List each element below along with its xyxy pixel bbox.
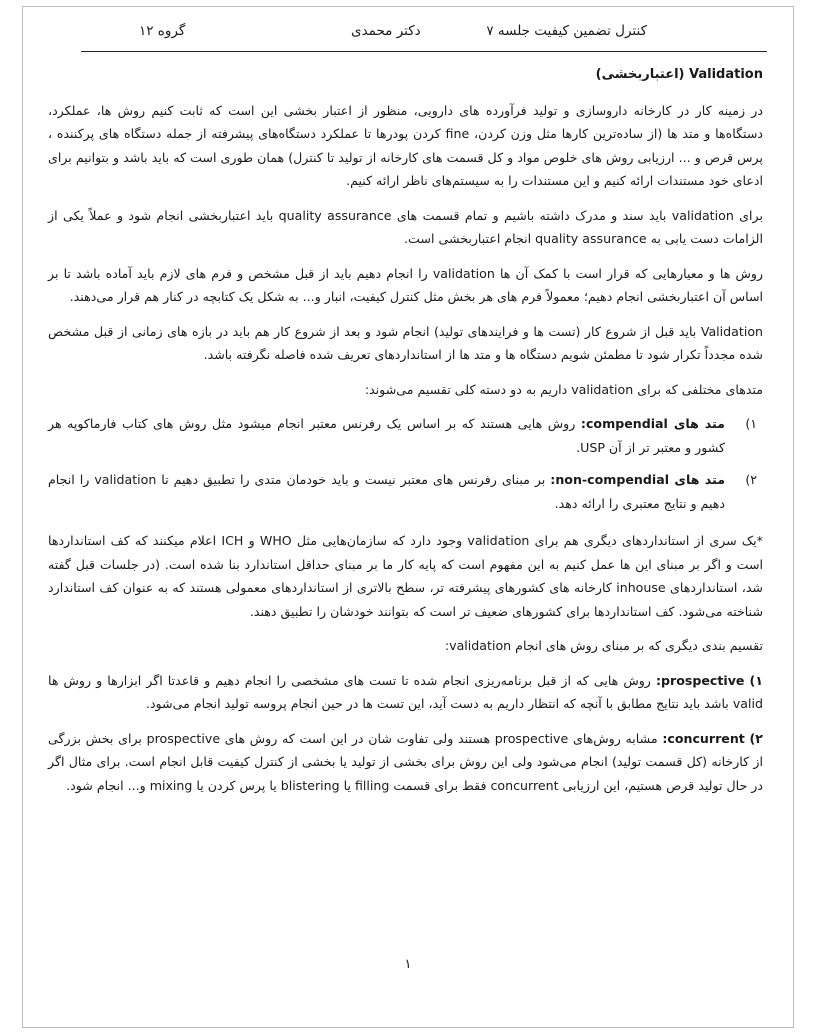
list-item [48, 468, 763, 515]
list-term: prospective: [655, 672, 745, 688]
list-number: ۱) [749, 672, 763, 688]
section-title [48, 63, 763, 87]
list-item [48, 727, 763, 798]
page-header [81, 7, 767, 52]
page-number: ۱ [404, 957, 412, 972]
title-fa: (اعتباربخشی) [595, 67, 685, 82]
document-body [48, 63, 763, 808]
paragraph-method-categories: متدهای مختلفی که برای validation داریم به دو دسته کلی تقسیم می‌شوند: [364, 381, 763, 397]
list-number: ۲) [745, 472, 757, 487]
list-term: متد های non-compendial: [550, 472, 725, 487]
list-item [48, 412, 763, 459]
header-course-session: کنترل تضمین کیفیت جلسه ۷ [486, 23, 647, 39]
list-term: متد های compendial: [580, 416, 725, 431]
paragraph-standards-note: *یک سری از استانداردهای دیگری هم برای validation وجود دارد که سازمان‌هایی مثل WHO و ICH اعلام میکنند که کف استانداردها است و اگر بر مبنای این ها عمل کنیم به این مفهوم است که پایه کار ما بر مبنای حداقل استاندارد بنا شده است. (در جلسات قبل گفته شد، استانداردهای inhouse کارخانه های کشورهای پیشرفته تر، سطح بالاتری از استانداردهای معمولی هستند که به عنوان کف استاندارد شناخته می‌شود. کف استانداردها برای کشورهای ضعیف تر است که بتوانند خودشان را تطبیق دهند. [48, 533, 763, 619]
list-text: مشابه روش‌های prospective هستند ولی تفاوت شان در این است که روش های prospective برای بخش بزرگی از کارخانه (کل قسمت تولید) انجام می‌شود ولی این روش برای بخشی از تولید یا بخشی از کنترل کیفیت قابل انجام است. برای مثال اگر در حال تولید قرص هستیم، این ارزیابی concurrent فقط برای قسمت filling یا blistering یا پرس کردن یا mixing و... انجام شود. [48, 730, 763, 793]
title-en: Validation [689, 67, 763, 82]
list-number: ۲) [749, 730, 763, 746]
list-text: روش هایی که از قبل برنامه‌ریزی انجام شده تا تست های مشخصی را انجام دهیم و قاعدتا اگر ابزارها و روش ها valid باشد باید نتایج مطابق با آنچه که انتظار داریم به دست آید، این تست ها در حین انجام پروسه تولید انجام می‌شود. [48, 672, 763, 711]
document-page [22, 6, 794, 1028]
paragraph-timing: Validation باید قبل از شروع کار (تست ها و فرایندهای تولید) انجام شود و بعد از شروع کار هم باید در بازه های زمانی از قبل مشخص شده مجدداً تکرار شود تا مطمئن شویم دستگاه ها و متد ها از استانداردهای تعریف شده فاصله نگرفته باشد. [48, 323, 763, 362]
list-term: concurrent: [662, 730, 745, 746]
list-number: ۱) [745, 416, 757, 431]
list-item [48, 669, 763, 716]
header-instructor: دکتر محمدی [351, 23, 421, 39]
paragraph-quality-assurance: برای validation باید سند و مدرک داشته باشیم و تمام قسمت های quality assurance باید اعتباربخشی انجام شود و عملاً یکی از الزامات دست یابی به quality assurance انجام اعتباربخشی است. [48, 207, 763, 246]
paragraph-methods-forms: روش ها و معیارهایی که قرار است با کمک آن ها validation را انجام دهیم باید از قبل مشخص و فرم های لازم باید آماده باشد تا بر اساس آن اعتباربخشی انجام دهیم؛ معمولاً فرم های هر بخش مثل کنترل کیفیت، انبار و... به شکل یک کتابچه در کنار هم قرار می‌دهند. [48, 265, 764, 304]
paragraph-intro: در زمینه کار در کارخانه داروسازی و تولید فرآورده های دارویی، منظور از اعتبار بخشی این است که ثابت کنیم روش ها، عملکرد، دستگاه‌ها و متد ها (از ساده‌ترین کارها مثل وزن کردن، fine کردن پودرها تا عملکرد دستگاه‌های پیشرفته از جمله دستگاه های پرکننده ، پرس قرص و ... ارزیابی روش های خلوص مواد و کل قسمت های کارخانه از تولید تا کنترل) همان طوری است که باید باشد و بتوانیم برای ادعای خود مستندات ارائه کنیم و این مستندات را به سیستم‌های ناظر ارائه کنیم. [48, 102, 763, 188]
list-text: روش هایی هستند که بر اساس یک رفرنس معتبر انجام میشود مثل روش های کتاب فارماکوپه هر کشور و معتبر تر از آن USP. [48, 416, 725, 455]
paragraph-classification: تقسیم بندی دیگری که بر مبنای روش های انجام validation: [444, 638, 763, 653]
list-text: بر مبنای رفرنس های معتبر نیست و باید خودمان متدی را تطبیق دهیم تا validation را انجام دهیم و نتایج معتبری را ارائه دهد. [48, 472, 725, 511]
header-group: گروه ۱۲ [139, 23, 186, 39]
